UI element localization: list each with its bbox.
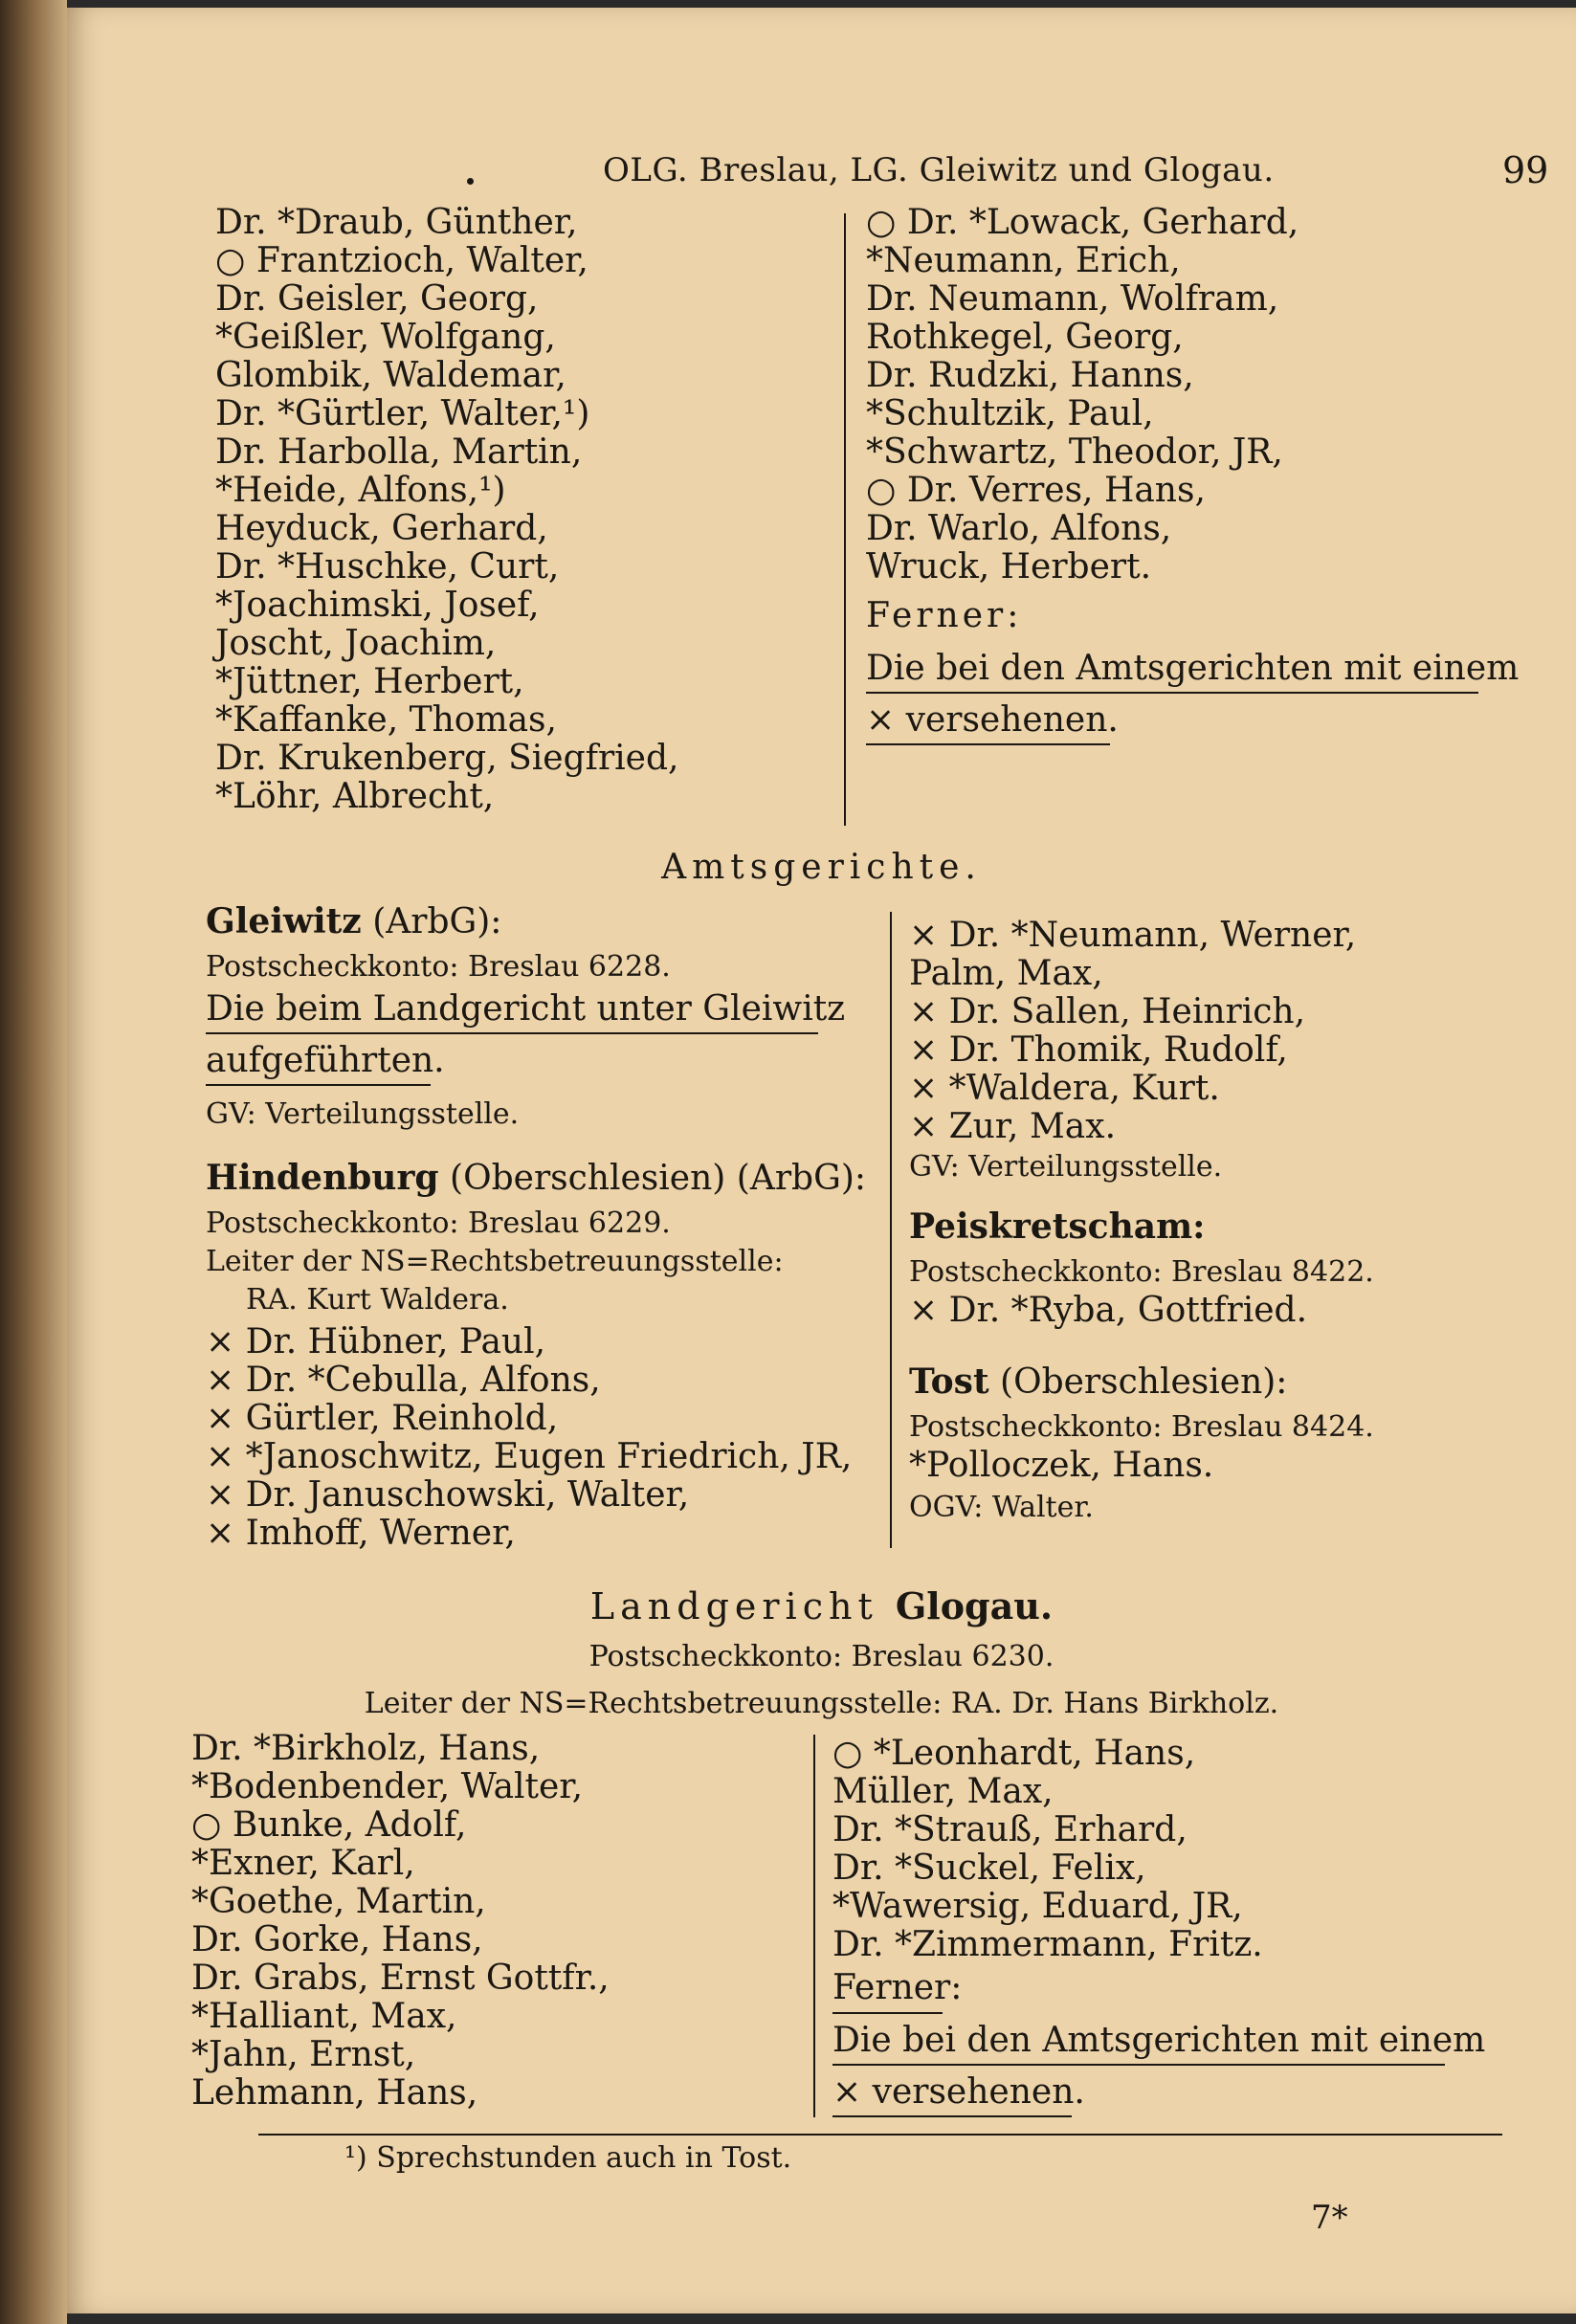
list-item: Wruck, Herbert. xyxy=(866,547,1152,587)
ferner-note-line1: Die bei den Amtsgerichten mit einem xyxy=(866,649,1520,688)
list-item: × Gürtler, Reinhold, xyxy=(206,1399,559,1438)
list-item: Rothkegel, Georg, xyxy=(866,318,1184,357)
ferner-note-line2: × versehenen. xyxy=(832,2072,1085,2112)
list-item: Dr. Grabs, Ernst Gottfr., xyxy=(191,1959,610,1998)
postscheck-line: Postscheckkonto: Breslau 8424. xyxy=(909,1410,1374,1444)
list-item: Dr. Geisler, Georg, xyxy=(215,279,539,319)
list-item: Glombik, Waldemar, xyxy=(215,356,566,395)
signature-mark: 7* xyxy=(1311,2199,1348,2237)
list-item: *Neumann, Erich, xyxy=(866,241,1181,280)
list-item: Dr. *Strauß, Erhard, xyxy=(832,1810,1188,1849)
list-item: × Dr. Thomik, Rudolf, xyxy=(909,1030,1288,1070)
block1-left-column xyxy=(215,204,678,816)
list-item: *Jüttner, Herbert, xyxy=(215,662,524,701)
list-item: × Dr. Januschowski, Walter, xyxy=(206,1475,690,1515)
list-item: Dr. Warlo, Alfons, xyxy=(866,509,1172,548)
list-item: *Heide, Alfons,¹) xyxy=(215,471,506,510)
ferner-note-line1: Die bei den Amtsgerichten mit einem xyxy=(832,2021,1486,2060)
list-item: × Dr. Sallen, Heinrich, xyxy=(909,992,1306,1031)
list-item: *Kaffanke, Thomas, xyxy=(215,700,557,740)
court-suffix: (ArbG): xyxy=(361,902,502,941)
list-item: Dr. Harbolla, Martin, xyxy=(215,432,583,472)
postscheck-line: Postscheckkonto: Breslau 8422. xyxy=(909,1255,1374,1289)
list-item: × Zur, Max. xyxy=(909,1107,1117,1146)
court-suffix: (Oberschlesien) (ArbG): xyxy=(438,1159,867,1198)
list-item: × Dr. *Cebulla, Alfons, xyxy=(206,1361,601,1400)
court-name-glogau: Glogau. xyxy=(895,1584,1054,1627)
list-item: Dr. Neumann, Wolfram, xyxy=(866,279,1279,319)
list-item: Dr. Rudzki, Hanns, xyxy=(866,356,1194,395)
page xyxy=(67,8,1576,2313)
list-item: × *Janoschwitz, Eugen Friedrich, JR, xyxy=(206,1437,853,1476)
list-item: × *Waldera, Kurt. xyxy=(909,1069,1220,1108)
list-item: *Geißler, Wolfgang, xyxy=(215,318,556,357)
list-item: Dr. *Suckel, Felix, xyxy=(832,1848,1146,1888)
list-item: *Exner, Karl, xyxy=(191,1844,415,1883)
list-item: *Schultzik, Paul, xyxy=(866,394,1154,433)
list-item: × Dr. *Neumann, Werner, xyxy=(909,916,1357,955)
court-name-gleiwitz: Gleiwitz xyxy=(206,901,362,941)
list-item: *Bodenbender, Walter, xyxy=(191,1767,584,1806)
list-item: Dr. *Draub, Günther, xyxy=(215,203,578,242)
running-header: OLG. Breslau, LG. Gleiwitz und Glogau. xyxy=(603,151,1275,189)
list-item: ○ Bunke, Adolf, xyxy=(191,1805,467,1845)
list-item: × Imhoff, Werner, xyxy=(206,1514,516,1553)
list-item: ○ Dr. *Lowack, Gerhard, xyxy=(866,203,1299,242)
list-item: Müller, Max, xyxy=(832,1772,1054,1811)
list-item: Heyduck, Gerhard, xyxy=(215,509,548,548)
list-item: Palm, Max, xyxy=(909,954,1103,993)
leiter-line: Leiter der NS=Rechtsbetreuungsstelle: xyxy=(206,1245,784,1278)
section-title-amtsgerichte: Amtsgerichte. xyxy=(661,848,982,887)
list-item: *Schwartz, Theodor, JR, xyxy=(866,432,1283,472)
ferner-note-line2: × versehenen. xyxy=(866,700,1119,740)
underline xyxy=(832,2012,943,2014)
list-item: *Wawersig, Eduard, JR, xyxy=(832,1887,1243,1926)
list-item: Joscht, Joachim, xyxy=(215,624,497,663)
underline xyxy=(832,2115,1072,2117)
ogv-line: OGV: Walter. xyxy=(909,1491,1094,1524)
list-item: Dr. Gorke, Hans, xyxy=(191,1920,483,1959)
list-item: Dr. *Gürtler, Walter,¹) xyxy=(215,394,590,433)
list-item: *Löhr, Albrecht, xyxy=(215,777,495,816)
column-divider xyxy=(813,1735,815,2117)
underline xyxy=(866,692,1478,694)
column-divider xyxy=(890,912,892,1548)
book-spine xyxy=(0,0,67,2324)
gv-line: GV: Verteilungsstelle. xyxy=(206,1097,520,1131)
ferner-label: Ferner: xyxy=(832,1968,963,2007)
list-item: × Dr. *Ryba, Gottfried. xyxy=(909,1291,1308,1330)
underline xyxy=(832,2064,1445,2066)
block2-right-column xyxy=(909,917,1374,1527)
court-suffix: (Oberschlesien): xyxy=(988,1362,1288,1402)
glogau-right-column xyxy=(832,1735,1485,2117)
court-name-tost: Tost xyxy=(909,1361,989,1402)
section-title-glogau xyxy=(67,1584,1576,1627)
list-item: *Halliant, Max, xyxy=(191,1997,457,2036)
block1-right-column xyxy=(866,204,1519,745)
underline xyxy=(206,1084,431,1086)
underline xyxy=(866,743,1110,745)
glogau-left-column xyxy=(191,1730,610,2113)
title-prefix: Landgericht xyxy=(589,1585,896,1627)
list-item: Lehmann, Hans, xyxy=(191,2073,478,2113)
postscheck-line: Postscheckkonto: Breslau 6229. xyxy=(206,1206,671,1240)
leiter-line: Leiter der NS=Rechtsbetreuungsstelle: RA. Dr. Hans Birkholz. xyxy=(364,1687,1279,1720)
footnote: ¹) Sprechstunden auch in Tost. xyxy=(344,2141,792,2175)
block2-left-column xyxy=(206,902,866,1553)
column-divider xyxy=(844,213,846,826)
gv-line: GV: Verteilungsstelle. xyxy=(909,1150,1223,1184)
note-line: Die beim Landgericht unter Gleiwitz xyxy=(206,989,846,1029)
court-name-peiskretscham: Peiskretscham: xyxy=(909,1206,1206,1247)
list-item: *Joachimski, Josef, xyxy=(215,586,540,625)
leiter-line: RA. Kurt Waldera. xyxy=(246,1283,509,1317)
list-item: × Dr. Hübner, Paul, xyxy=(206,1322,546,1361)
list-item: ○ Dr. Verres, Hans, xyxy=(866,471,1206,510)
list-item: ○ Frantzioch, Walter, xyxy=(215,241,588,280)
list-item: Dr. *Zimmermann, Fritz. xyxy=(832,1925,1263,1964)
footnote-rule xyxy=(258,2134,1502,2136)
underline xyxy=(206,1032,818,1034)
page-number: 99 xyxy=(1502,149,1549,191)
note-line: aufgeführten. xyxy=(206,1041,445,1080)
list-item: ○ *Leonhardt, Hans, xyxy=(832,1734,1196,1773)
court-name-hindenburg: Hindenburg xyxy=(206,1158,439,1198)
ink-dot xyxy=(467,178,474,185)
list-item: Dr. *Huschke, Curt, xyxy=(215,547,560,587)
list-item: *Goethe, Martin, xyxy=(191,1882,486,1921)
list-item: Dr. *Birkholz, Hans, xyxy=(191,1729,541,1768)
postscheck-line: Postscheckkonto: Breslau 6228. xyxy=(206,950,671,984)
list-item: *Jahn, Ernst, xyxy=(191,2035,416,2074)
list-item: Dr. Krukenberg, Siegfried, xyxy=(215,739,679,778)
list-item: *Polloczek, Hans. xyxy=(909,1446,1214,1485)
postscheck-line: Postscheckkonto: Breslau 6230. xyxy=(588,1640,1054,1673)
ferner-label: Ferner: xyxy=(866,596,1023,635)
